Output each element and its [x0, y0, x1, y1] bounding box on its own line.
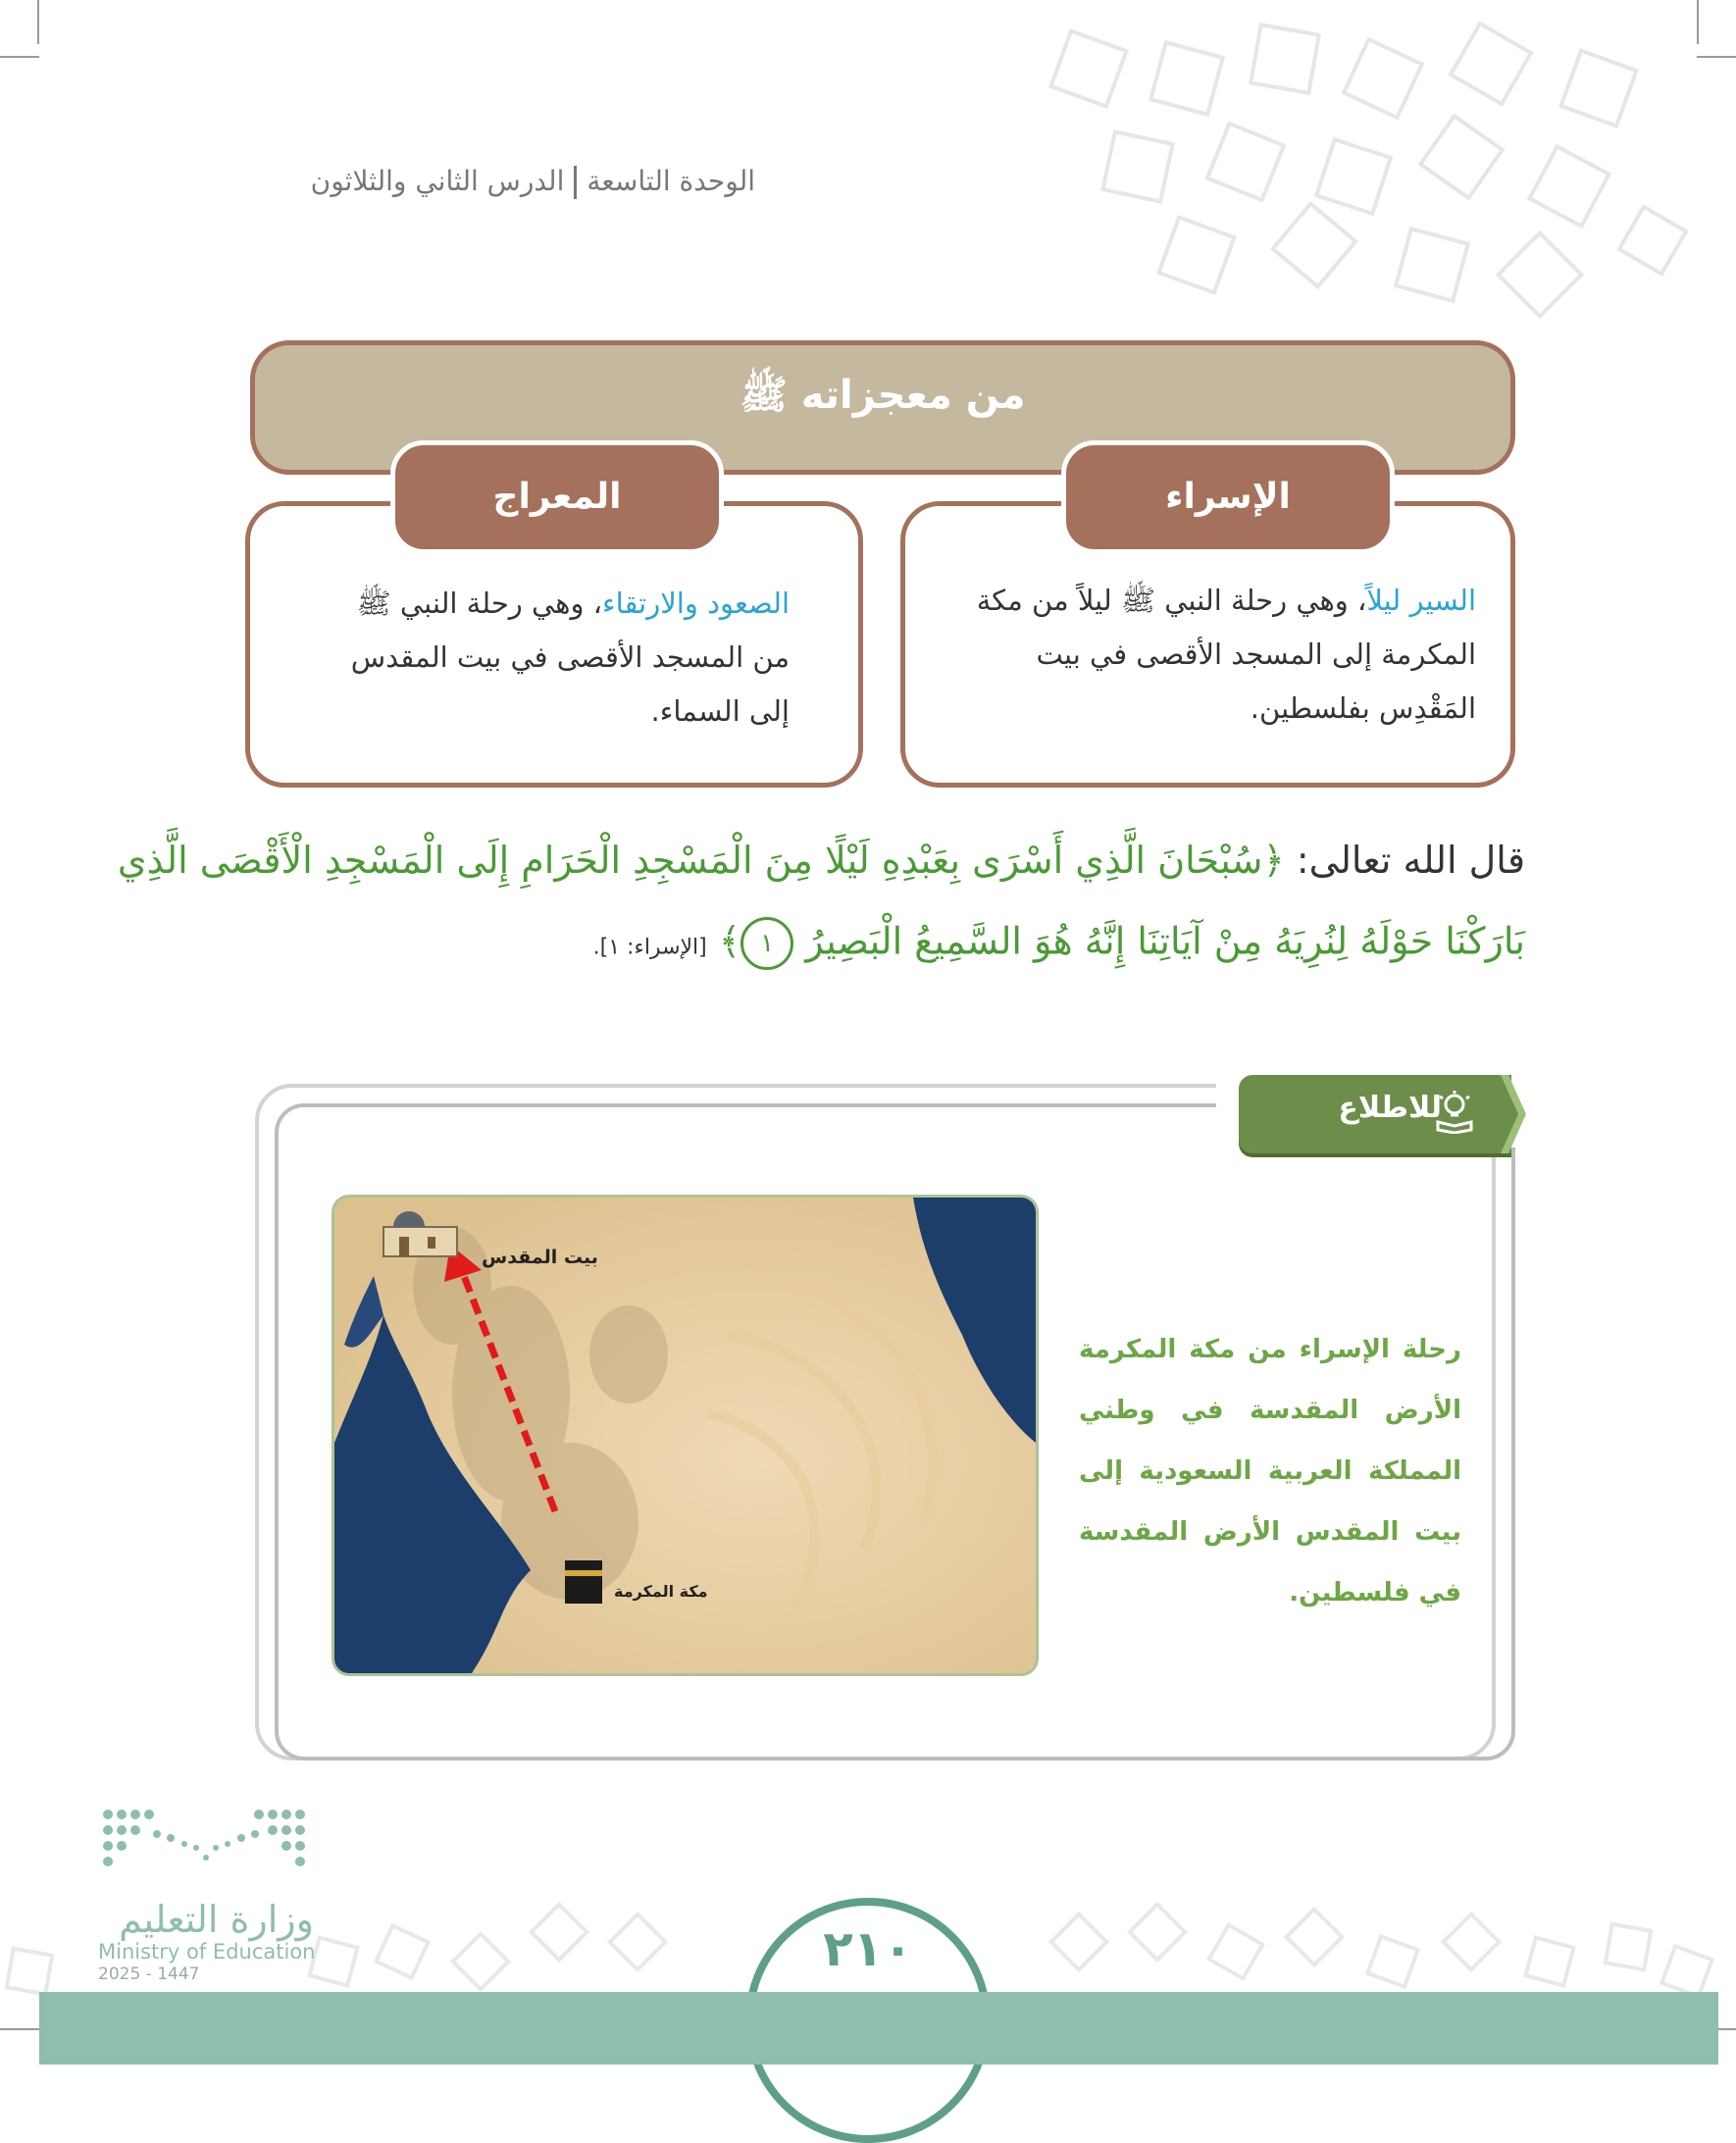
verse-text-1: ﴿سُبْحَانَ الَّذِي أَسْرَى بِعَبْدِهِ لَيْلًا مِنَ الْمَسْجِدِ الْحَرَامِ إِلَى الْمَسْجِدِ الْأَقْصَى الَّذِي: [117, 839, 1285, 882]
miraj-definition: [314, 577, 790, 739]
kaaba-icon: [565, 1560, 602, 1604]
lesson-title: الدرس الثاني والثلاثون: [310, 165, 565, 197]
decorative-pattern: [1020, 20, 1726, 333]
map-label-quds: بيت المقدس: [482, 1247, 598, 1268]
ayah-number: ١: [740, 917, 793, 970]
map-graphic: [334, 1198, 1036, 1673]
ministry-name-en: Ministry of Education: [98, 1940, 316, 1964]
isra-highlight: السير ليلاً: [1366, 584, 1476, 617]
isra-route-map: [332, 1195, 1039, 1676]
page-number: ٢١٠: [823, 1920, 913, 1977]
unit-title: الوحدة التاسعة: [587, 165, 755, 197]
info-description: رحلة الإسراء من مكة المكرمة الأرض المقدسة في وطني المملكة العربية السعودية إلى بيت المقدس الأرض المقدسة في فلسطين.: [1079, 1335, 1461, 1607]
verse-intro: قال الله تعالى:: [1284, 839, 1525, 882]
map-label-makkah: مكة المكرمة: [614, 1582, 708, 1601]
miraj-highlight: الصعود والارتقاء: [602, 587, 790, 620]
isra-heading: الإسراء: [1061, 440, 1395, 554]
verse-reference: [الإسراء: ١].: [592, 935, 707, 960]
ministry-name-ar: وزارة التعليم: [119, 1898, 314, 1941]
miracles-title: من معجزاته ﷺ: [740, 373, 1026, 418]
verse-close: ﴾: [718, 919, 741, 963]
chevron-icon: [1487, 1075, 1526, 1153]
header-separator: [574, 166, 577, 199]
isra-description: ، وهي رحلة النبي ﷺ ليلاً من مكة المكرمة إلى المسجد الأقصى في بيت المَقْدِس بفلسطين.: [976, 584, 1476, 725]
verse-text-2: بَارَكْنَا حَوْلَهُ لِنُرِيَهُ مِنْ آيَاتِنَا إِنَّهُ هُوَ السَّمِيعُ الْبَصِيرُ: [805, 919, 1525, 963]
ministry-year: 2025 - 1447: [98, 1964, 200, 1984]
miraj-heading: المعراج: [390, 440, 724, 554]
isra-definition: [971, 574, 1476, 736]
lightbulb-icon: [1434, 1089, 1475, 1134]
info-tag-label: للاطلاع: [1338, 1091, 1442, 1125]
page-header: [69, 165, 755, 199]
footer-band: [39, 1992, 1718, 2065]
ministry-logo-icon: [98, 1805, 314, 1893]
miraj-description: ، وهي رحلة النبي ﷺ من المسجد الأقصى في بيت المقدس إلى السماء.: [350, 587, 790, 728]
verse-line-1: [117, 839, 1525, 882]
verse-line-2: [240, 917, 1525, 970]
